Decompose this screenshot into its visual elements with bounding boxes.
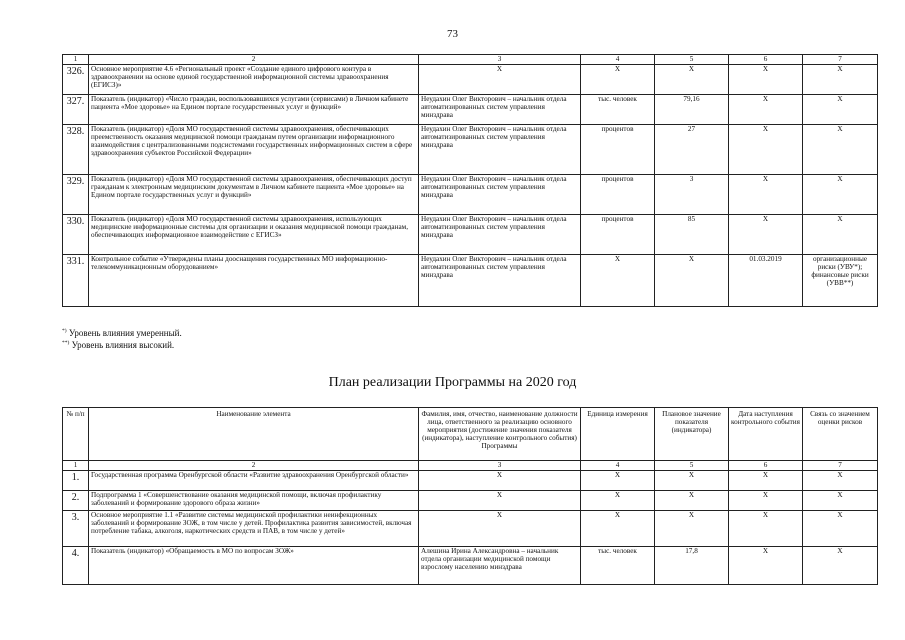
plan-value: X <box>655 255 729 307</box>
responsible-person: Алешина Ирина Александровна – начальник отдела организации медицинской помощи взрослому населению минздрава <box>419 547 581 585</box>
table-header-row <box>63 408 878 461</box>
responsible-person: X <box>419 511 581 547</box>
column-index-cell: 2 <box>89 55 419 65</box>
event-date: X <box>729 95 803 125</box>
unit: процентов <box>581 125 655 175</box>
table-row <box>63 547 878 585</box>
column-index-cell: 5 <box>655 55 729 65</box>
risk-link: организационные риски (УВУ*); финансовые риски (УВВ**) <box>803 255 878 307</box>
plan-table-2019 <box>62 54 878 307</box>
plan-table-2020 <box>62 407 878 585</box>
row-number: 4. <box>63 547 89 585</box>
table-row <box>63 491 878 511</box>
event-date: X <box>729 215 803 255</box>
column-index-cell: 7 <box>803 461 878 471</box>
table-row <box>63 125 878 175</box>
plan-value: X <box>655 471 729 491</box>
responsible-person: Неудахин Олег Викторович – начальник отдела автоматизированных систем управления минздрава <box>419 255 581 307</box>
row-number: 326. <box>63 65 89 95</box>
responsible-person: Неудахин Олег Викторович – начальник отдела автоматизированных систем управления минздрава <box>419 95 581 125</box>
responsible-person: X <box>419 491 581 511</box>
risk-link: X <box>803 547 878 585</box>
plan-value: X <box>655 511 729 547</box>
header-cell: Наименование элемента <box>89 408 419 461</box>
unit: процентов <box>581 175 655 215</box>
column-index-cell: 3 <box>419 461 581 471</box>
unit: X <box>581 511 655 547</box>
element-name: Показатель (индикатор) «Доля МО государственной системы здравоохранения, обеспечивающих доступ гражданам к электронным медицинским документам в Личном кабинете пациента «Мое здоровье» на Едином портале государственных услуг и функций» <box>89 175 419 215</box>
column-index-cell: 4 <box>581 55 655 65</box>
column-index-cell: 4 <box>581 461 655 471</box>
risk-link: X <box>803 65 878 95</box>
column-index-cell: 3 <box>419 55 581 65</box>
element-name: Показатель (индикатор) «Доля МО государственной системы здравоохранения, обеспечивающих преемственность оказания медицинской помощи гражданам путем организации информационного взаимодействия с централизованными подсистемами государственных информационных систем в сфере здравоохранения субъектов Российской Федерации» <box>89 125 419 175</box>
event-date: X <box>729 547 803 585</box>
unit: X <box>581 255 655 307</box>
column-index-cell: 6 <box>729 461 803 471</box>
row-number: 327. <box>63 95 89 125</box>
element-name: Подпрограмма 1 «Совершенствование оказания медицинской помощи, включая профилактику заболеваний и формирование здорового образа жизни» <box>89 491 419 511</box>
event-date: X <box>729 65 803 95</box>
unit: X <box>581 491 655 511</box>
risk-link: X <box>803 175 878 215</box>
event-date: X <box>729 471 803 491</box>
plan-value: 85 <box>655 215 729 255</box>
unit: тыс. человек <box>581 547 655 585</box>
plan-value: 79,16 <box>655 95 729 125</box>
header-cell: Дата наступления контрольного события <box>729 408 803 461</box>
header-cell: № п/п <box>63 408 89 461</box>
unit: X <box>581 65 655 95</box>
column-index-cell: 7 <box>803 55 878 65</box>
risk-link: X <box>803 125 878 175</box>
column-index-cell: 5 <box>655 461 729 471</box>
responsible-person: Неудахин Олег Викторович – начальник отдела автоматизированных систем управления минздрава <box>419 125 581 175</box>
element-name: Основное мероприятие 4.6 «Региональный проект «Создание единого цифрового контура в здравоохранении на основе единой государственной информационной системы здравоохранения (ЕГИСЗ)» <box>89 65 419 95</box>
risk-link: X <box>803 215 878 255</box>
table-row <box>63 471 878 491</box>
row-number: 331. <box>63 255 89 307</box>
element-name: Показатель (индикатор) «Обращаемость в МО по вопросам ЗОЖ» <box>89 547 419 585</box>
event-date: X <box>729 125 803 175</box>
table-row <box>63 175 878 215</box>
responsible-person: Неудахин Олег Викторович – начальник отдела автоматизированных систем управления минздрава <box>419 215 581 255</box>
row-number: 3. <box>63 511 89 547</box>
event-date: 01.03.2019 <box>729 255 803 307</box>
row-number: 330. <box>63 215 89 255</box>
row-number: 329. <box>63 175 89 215</box>
footnote-high: **) Уровень влияния высокий. <box>62 340 175 350</box>
plan-value: 27 <box>655 125 729 175</box>
responsible-person: X <box>419 65 581 95</box>
row-number: 2. <box>63 491 89 511</box>
element-name: Государственная программа Оренбургской области «Развитие здравоохранения Оренбургской области» <box>89 471 419 491</box>
table-row <box>63 95 878 125</box>
column-index-cell: 1 <box>63 461 89 471</box>
event-date: X <box>729 511 803 547</box>
table-row <box>63 255 878 307</box>
plan-value: X <box>655 65 729 95</box>
plan-value: X <box>655 491 729 511</box>
plan-value: 17,8 <box>655 547 729 585</box>
element-name: Контрольное событие «Утверждены планы дооснащения государственных МО информационно-телекоммуникационным оборудованием» <box>89 255 419 307</box>
element-name: Показатель (индикатор) «Доля МО государственной системы здравоохранения, использующих медицинские информационные системы для организации и оказания медицинской помощи гражданам, обеспечивающих информационное взаимодействие с ЕГИСЗ» <box>89 215 419 255</box>
header-cell: Единица измерения <box>581 408 655 461</box>
risk-link: X <box>803 511 878 547</box>
unit: тыс. человек <box>581 95 655 125</box>
responsible-person: X <box>419 471 581 491</box>
column-index-cell: 1 <box>63 55 89 65</box>
unit: процентов <box>581 215 655 255</box>
event-date: X <box>729 491 803 511</box>
column-index-cell: 6 <box>729 55 803 65</box>
row-number: 1. <box>63 471 89 491</box>
risk-link: X <box>803 95 878 125</box>
responsible-person: Неудахин Олег Викторович – начальник отдела автоматизированных систем управления минздрава <box>419 175 581 215</box>
row-number: 328. <box>63 125 89 175</box>
footnote-moderate: *) Уровень влияния умеренный. <box>62 328 182 338</box>
page-number: 73 <box>447 28 458 40</box>
element-name: Показатель (индикатор) «Число граждан, воспользовавшихся услугами (сервисами) в Личном кабинете пациента «Мое здоровье» на Едином портале государственных услуг и функций» <box>89 95 419 125</box>
risk-link: X <box>803 471 878 491</box>
risk-link: X <box>803 491 878 511</box>
event-date: X <box>729 175 803 215</box>
plan-2020-title: План реализации Программы на 2020 год <box>328 375 577 390</box>
table-row <box>63 215 878 255</box>
column-index-row <box>63 55 878 65</box>
plan-value: 3 <box>655 175 729 215</box>
header-cell: Фамилия, имя, отчество, наименование должности лица, ответственного за реализацию основного мероприятия (достижение значения показателя (индикатора), наступление контрольного события) Программы <box>419 408 581 461</box>
element-name: Основное мероприятие 1.1 «Развитие системы медицинской профилактики неинфекционных заболеваний и формирование ЗОЖ, в том числе у детей. Профилактика развития зависимостей, включая потребление табака, алкоголя, наркотических средств и ПАВ, в том числе у детей» <box>89 511 419 547</box>
table-row <box>63 511 878 547</box>
unit: X <box>581 471 655 491</box>
header-cell: Плановое значение показателя (индикатора) <box>655 408 729 461</box>
header-cell: Связь со значением оценки рисков <box>803 408 878 461</box>
table-row <box>63 65 878 95</box>
column-index-row <box>63 461 878 471</box>
column-index-cell: 2 <box>89 461 419 471</box>
